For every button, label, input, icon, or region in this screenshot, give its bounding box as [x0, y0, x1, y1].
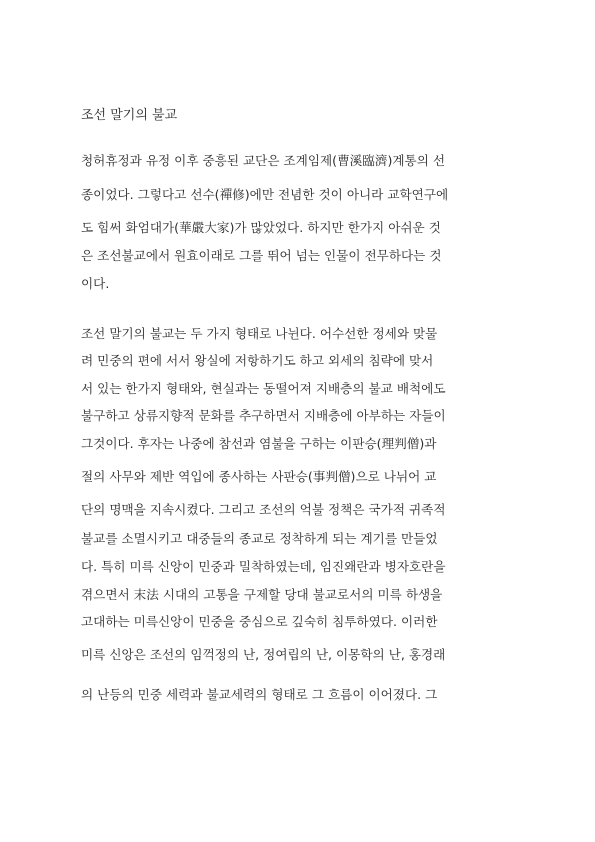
text-line: 미륵 신앙은 조선의 임꺽정의 난, 정여립의 난, 이몽학의 난, 홍경래 [81, 647, 446, 662]
text-line: 불구하고 상류지향적 문화를 추구하면서 지배층에 아부하는 자들이 [81, 408, 446, 423]
text-line: 의 난등의 민중 세력과 불교세력의 형태로 그 흐름이 이어졌다. 그 [81, 687, 438, 702]
text-line: 은 조선불교에서 원효이래로 그를 뛰어 넘는 인물이 전무하다는 것 [81, 248, 442, 263]
text-line: 단의 명맥을 지속시켰다. 그리고 조선의 억불 정책은 국가적 귀족적 [81, 502, 446, 517]
text-line: 다. 특히 미륵 신앙이 민중과 밀착하였는데, 임진왜란과 병자호란을 [81, 559, 446, 574]
text-line: 절의 사무와 제반 역입에 종사하는 사판승(事判僧)으로 나뉘어 교 [81, 469, 437, 484]
text-line: 조선 말기의 불교는 두 가지 형태로 나뉜다. 어수선한 정세와 맞물 [81, 326, 438, 341]
text-line: 청허휴정과 유정 이후 중흥된 교단은 조계임제(曹溪臨濟)계통의 선 [81, 153, 446, 168]
text-line: 불교를 소멸시키고 대중들의 종교로 정착하게 되는 계기를 만들었 [81, 531, 438, 546]
text-line: 서 있는 한가지 형태와, 현실과는 동떨어져 지배층의 불교 배척에도 [81, 381, 446, 396]
text-line: 겪으면서 末法 시대의 고통을 구제할 당대 불교로서의 미륵 하생을 [81, 587, 443, 602]
text-line: 이다. [81, 276, 110, 291]
text-line: 도 힘써 화엄대가(華嚴大家)가 많았었다. 하지만 한가지 아쉬운 것 [81, 220, 441, 235]
text-line: 종이었다. 그렇다고 선수(禪修)에만 전념한 것이 아니라 교학연구에 [81, 187, 449, 202]
text-line: 그것이다. 후자는 나중에 참선과 염불을 구하는 이판승(理判僧)과 [81, 436, 437, 451]
section-title: 조선 말기의 불교 [81, 108, 178, 123]
text-line: 고대하는 미륵신앙이 민중을 중심으로 깊숙히 침투하였다. 이러한 [81, 614, 438, 629]
text-line: 려 민중의 편에 서서 왕실에 저항하기도 하고 외세의 침략에 맞서 [81, 353, 434, 368]
